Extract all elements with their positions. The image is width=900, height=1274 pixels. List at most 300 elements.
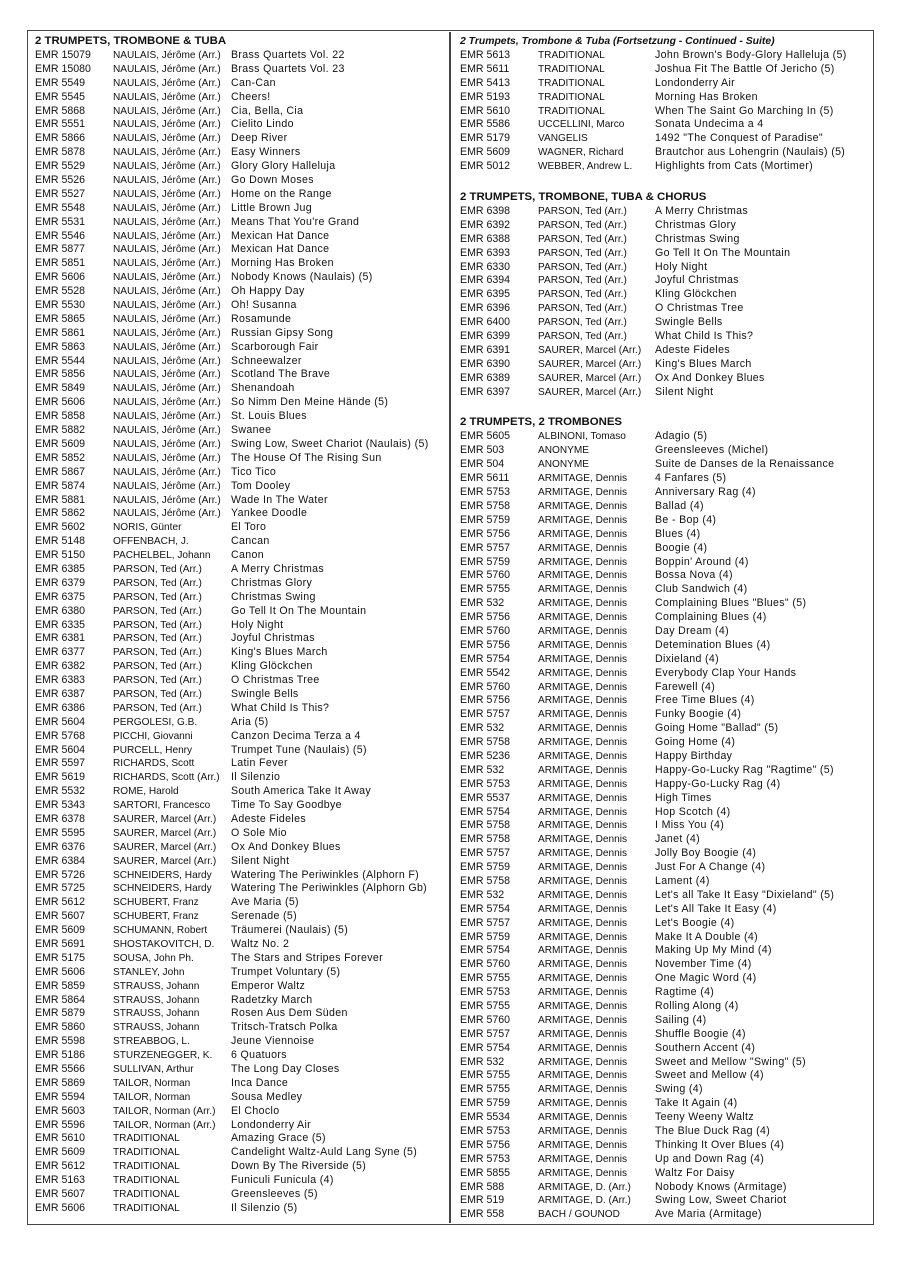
catalog-number: EMR 5532 <box>35 785 86 798</box>
catalog-entry-row <box>460 875 870 889</box>
catalog-entry-row <box>35 716 447 730</box>
catalog-number: EMR 5613 <box>460 49 511 61</box>
catalog-entry-row <box>35 424 447 438</box>
title: El Toro <box>231 521 267 534</box>
title: South America Take It Away <box>231 785 372 798</box>
catalog-entry-row <box>460 344 870 358</box>
composer-name: ARMITAGE, Dennis <box>538 889 627 901</box>
catalog-number: EMR 5755 <box>460 972 511 985</box>
title: Club Sandwich (4) <box>655 583 748 596</box>
composer-name: NAULAIS, Jérôme (Arr.) <box>113 494 221 506</box>
composer-name: STRAUSS, Johann <box>113 980 200 992</box>
catalog-number: EMR 5757 <box>460 1027 511 1040</box>
title: Means That You're Grand <box>231 215 360 228</box>
catalog-number: EMR 5754 <box>460 805 511 818</box>
catalog-number: EMR 5862 <box>35 507 86 520</box>
section-heading: 2 Trumpets, Trombone & Tuba (Fortsetzung - Continued - Suite) <box>460 36 775 47</box>
catalog-entry-row <box>460 556 870 570</box>
catalog-number: EMR 15079 <box>35 49 91 61</box>
title: Rosamunde <box>231 312 292 325</box>
title: Southern Accent (4) <box>655 1041 756 1054</box>
catalog-number: EMR 5849 <box>35 382 86 395</box>
title: Trumpet Tune (Naulais) (5) <box>231 743 367 756</box>
catalog-number: EMR 6390 <box>460 357 511 370</box>
catalog-number: EMR 5612 <box>35 1160 86 1173</box>
title: Cancan <box>231 535 270 548</box>
catalog-entry-row <box>460 542 870 556</box>
title: Wade In The Water <box>231 493 328 506</box>
title: Nobody Knows (Armitage) <box>655 1180 787 1193</box>
catalog-entry-row <box>460 1194 870 1208</box>
catalog-number: EMR 519 <box>460 1194 505 1207</box>
title: Shenandoah <box>231 382 295 395</box>
composer-name: ARMITAGE, Dennis <box>538 806 627 818</box>
title: Joyful Christmas <box>655 274 739 287</box>
catalog-number: EMR 5726 <box>35 868 86 881</box>
catalog-number: EMR 5606 <box>35 965 86 978</box>
catalog-number: EMR 532 <box>460 722 505 735</box>
catalog-entry-row <box>35 591 447 605</box>
title: Ave Maria (Armitage) <box>655 1208 762 1221</box>
catalog-number: EMR 5757 <box>460 847 511 860</box>
catalog-number: EMR 5754 <box>460 944 511 957</box>
title: A Merry Christmas <box>231 562 325 575</box>
composer-name: PARSON, Ted (Arr.) <box>538 261 627 273</box>
catalog-number: EMR 5236 <box>460 749 511 762</box>
title: Holy Night <box>231 618 284 631</box>
composer-name: SCHNEIDERS, Hardy <box>113 883 212 895</box>
catalog-number: EMR 6386 <box>35 701 86 714</box>
catalog-entry-row <box>460 1014 870 1028</box>
catalog-entry-row <box>35 341 447 355</box>
title: Ox And Donkey Blues <box>655 371 765 384</box>
catalog-entry-row <box>460 847 870 861</box>
title: Scotland The Brave <box>231 368 331 381</box>
catalog-entry-row <box>460 386 870 400</box>
composer-name: NAULAIS, Jérôme (Arr.) <box>113 272 221 284</box>
catalog-number: EMR 5861 <box>35 326 86 339</box>
title: Aria (5) <box>231 715 269 728</box>
catalog-entry-row <box>460 722 870 736</box>
composer-name: ARMITAGE, Dennis <box>538 750 627 762</box>
title: Farewell (4) <box>655 680 716 693</box>
catalog-entry-row <box>35 118 447 132</box>
catalog-entry-row <box>35 410 447 424</box>
catalog-number: EMR 5864 <box>35 993 86 1006</box>
composer-name: ARMITAGE, Dennis <box>538 1042 627 1054</box>
composer-name: RICHARDS, Scott <box>113 758 195 770</box>
composer-name: TAILOR, Norman <box>113 1091 191 1103</box>
composer-name: ARMITAGE, Dennis <box>538 473 627 485</box>
catalog-entry-row <box>35 882 447 896</box>
title: Teeny Weeny Waltz <box>655 1111 754 1124</box>
catalog-number: EMR 5760 <box>460 624 511 637</box>
title: Day Dream (4) <box>655 624 730 637</box>
catalog-entry-row <box>35 396 447 410</box>
composer-name: NAULAIS, Jérôme (Arr.) <box>113 397 221 409</box>
catalog-number: EMR 6382 <box>35 660 86 673</box>
composer-name: SULLIVAN, Arthur <box>113 1064 194 1076</box>
catalog-entry-row <box>460 1097 870 1111</box>
composer-name: TRADITIONAL <box>113 1133 180 1145</box>
catalog-number: EMR 5566 <box>35 1063 86 1076</box>
catalog-number: EMR 5604 <box>35 715 86 728</box>
composer-name: ARMITAGE, Dennis <box>538 709 627 721</box>
title: Going Home "Ballad" (5) <box>655 722 779 735</box>
composer-name: NAULAIS, Jérôme (Arr.) <box>113 216 221 228</box>
title: Holy Night <box>655 260 708 273</box>
catalog-entry-row <box>460 63 870 77</box>
title: A Merry Christmas <box>655 205 749 218</box>
title: What Child Is This? <box>231 701 330 714</box>
catalog-number: EMR 5754 <box>460 1041 511 1054</box>
catalog-number: EMR 6396 <box>460 302 511 315</box>
catalog-number: EMR 5858 <box>35 410 86 423</box>
catalog-entry-row <box>460 1028 870 1042</box>
catalog-number: EMR 6383 <box>35 674 86 687</box>
composer-name: NAULAIS, Jérôme (Arr.) <box>113 411 221 423</box>
composer-name: NAULAIS, Jérôme (Arr.) <box>113 508 221 520</box>
title: Swing Low, Sweet Chariot <box>655 1194 787 1207</box>
catalog-number: EMR 6380 <box>35 604 86 617</box>
catalog-entry-row <box>460 219 870 233</box>
composer-name: ARMITAGE, D. (Arr.) <box>538 1195 631 1207</box>
title: Kling Glöckchen <box>655 288 737 301</box>
composer-name: PACHELBEL, Johann <box>113 550 211 562</box>
title: O Christmas Tree <box>655 302 744 315</box>
catalog-number: EMR 504 <box>460 458 505 471</box>
section-heading: 2 TRUMPETS, TROMBONE & TUBA <box>35 35 227 47</box>
title: Watering The Periwinkles (Alphorn F) <box>231 868 420 881</box>
title: Funiculi Funicula (4) <box>231 1174 334 1187</box>
title: Il Silenzio (5) <box>231 1201 298 1214</box>
title: Brautchor aus Lohengrin (Naulais) (5) <box>655 146 846 159</box>
composer-name: TRADITIONAL <box>113 1202 180 1214</box>
composer-name: ARMITAGE, Dennis <box>538 514 627 526</box>
composer-name: ARMITAGE, Dennis <box>538 875 627 887</box>
title: Time To Say Goodbye <box>231 799 342 812</box>
title: One Magic Word (4) <box>655 972 757 985</box>
catalog-number: EMR 5186 <box>35 1049 86 1062</box>
catalog-number: EMR 5754 <box>460 652 511 665</box>
composer-name: NAULAIS, Jérôme (Arr.) <box>113 355 221 367</box>
composer-name: PERGOLESI, G.B. <box>113 716 198 728</box>
catalog-number: EMR 5603 <box>35 1104 86 1117</box>
composer-name: NAULAIS, Jérôme (Arr.) <box>113 175 221 187</box>
right-column <box>460 34 870 1222</box>
title: Swing (4) <box>655 1083 703 1096</box>
title: Träumerei (Naulais) (5) <box>231 924 349 937</box>
title: Rolling Along (4) <box>655 1000 739 1012</box>
catalog-entry-row <box>460 931 870 945</box>
title: O Christmas Tree <box>231 674 320 687</box>
catalog-number: EMR 532 <box>460 763 505 776</box>
composer-name: UCCELLINI, Marco <box>538 119 625 131</box>
catalog-number: EMR 5756 <box>460 694 511 707</box>
title: Little Brown Jug <box>231 201 312 214</box>
composer-name: ARMITAGE, Dennis <box>538 653 627 665</box>
title: Lament (4) <box>655 874 710 887</box>
title: Emperor Waltz <box>231 979 306 992</box>
catalog-entry-row <box>35 146 447 160</box>
title: Sweet and Mellow (4) <box>655 1069 764 1082</box>
composer-name: TRADITIONAL <box>538 91 605 103</box>
composer-name: ARMITAGE, Dennis <box>538 931 627 943</box>
catalog-number: EMR 5542 <box>460 666 511 679</box>
catalog-number: EMR 5874 <box>35 479 86 492</box>
title: Rosen Aus Dem Süden <box>231 1007 348 1020</box>
composer-name: PARSON, Ted (Arr.) <box>538 275 627 287</box>
catalog-number: EMR 5754 <box>460 902 511 915</box>
catalog-number: EMR 5856 <box>35 368 86 381</box>
catalog-entry-row <box>35 952 447 966</box>
composer-name: ARMITAGE, Dennis <box>538 834 627 846</box>
catalog-entry-row <box>35 563 447 577</box>
catalog-number: EMR 5602 <box>35 521 86 534</box>
composer-name: PARSON, Ted (Arr.) <box>113 563 202 575</box>
title: Brass Quartets Vol. 23 <box>231 62 345 75</box>
catalog-entry-row <box>460 205 870 219</box>
title: The Long Day Closes <box>231 1063 340 1076</box>
title: Silent Night <box>231 854 290 867</box>
title: The House Of The Rising Sun <box>231 451 382 464</box>
title: Trumpet Voluntary (5) <box>231 965 341 978</box>
catalog-number: EMR 6397 <box>460 385 511 398</box>
catalog-number: EMR 5528 <box>35 285 86 298</box>
composer-name: STREABBOG, L. <box>113 1036 190 1048</box>
catalog-entry-row <box>460 1000 870 1014</box>
composer-name: ARMITAGE, Dennis <box>538 848 627 860</box>
composer-name: NAULAIS, Jérôme (Arr.) <box>113 369 221 381</box>
composer-name: ARMITAGE, Dennis <box>538 1153 627 1165</box>
catalog-entry-row <box>35 827 447 841</box>
catalog-number: EMR 5527 <box>35 187 86 200</box>
catalog-number: EMR 15080 <box>35 62 91 75</box>
title: El Choclo <box>231 1104 280 1117</box>
composer-name: STRAUSS, Johann <box>113 1022 200 1034</box>
catalog-number: EMR 5150 <box>35 549 86 562</box>
catalog-entry-row <box>460 514 870 528</box>
title: Adeste Fideles <box>231 812 306 825</box>
title: Funky Boogie (4) <box>655 708 742 721</box>
catalog-number: EMR 5759 <box>460 1097 511 1110</box>
catalog-entry-row <box>35 674 447 688</box>
catalog-number: EMR 5606 <box>35 271 86 284</box>
composer-name: NAULAIS, Jérôme (Arr.) <box>113 286 221 298</box>
catalog-number: EMR 5755 <box>460 583 511 596</box>
composer-name: ANONYME <box>538 459 590 471</box>
catalog-number: EMR 5867 <box>35 465 86 478</box>
catalog-entry-row <box>35 257 447 271</box>
catalog-entry-row <box>35 452 447 466</box>
title: Free Time Blues (4) <box>655 694 755 707</box>
composer-name: TAILOR, Norman <box>113 1077 191 1089</box>
catalog-entry-row <box>460 819 870 833</box>
catalog-number: EMR 5759 <box>460 555 511 568</box>
composer-name: PARSON, Ted (Arr.) <box>538 289 627 301</box>
title: Thinking It Over Blues (4) <box>655 1138 785 1151</box>
catalog-entry-row <box>35 49 447 63</box>
catalog-entry-row <box>35 216 447 230</box>
catalog-entry-row <box>460 597 870 611</box>
catalog-entry-row <box>460 1208 870 1222</box>
catalog-number: EMR 5598 <box>35 1035 86 1048</box>
catalog-entry-row <box>460 750 870 764</box>
catalog-number: EMR 5851 <box>35 257 86 270</box>
title: Joyful Christmas <box>231 632 315 645</box>
composer-name: NAULAIS, Jérôme (Arr.) <box>113 91 221 103</box>
title: Be - Bop (4) <box>655 513 717 526</box>
title: Going Home (4) <box>655 736 736 749</box>
title: 6 Quatuors <box>231 1049 287 1062</box>
catalog-number: EMR 5866 <box>35 132 86 145</box>
title: Tico Tico <box>231 465 277 478</box>
section-heading: 2 TRUMPETS, TROMBONE, TUBA & CHORUS <box>460 191 707 204</box>
catalog-number: EMR 5756 <box>460 638 511 651</box>
catalog-number: EMR 5879 <box>35 1007 86 1020</box>
title: Amazing Grace (5) <box>231 1132 326 1145</box>
catalog-entry-row <box>460 833 870 847</box>
composer-name: ARMITAGE, Dennis <box>538 612 627 624</box>
catalog-entry-row <box>460 1056 870 1070</box>
catalog-number: EMR 6377 <box>35 646 86 659</box>
composer-name: NORIS, Günter <box>113 522 182 534</box>
title: Morning Has Broken <box>655 90 758 103</box>
catalog-number: EMR 5586 <box>460 118 511 131</box>
catalog-entry-row <box>460 472 870 486</box>
title: Mexican Hat Dance <box>231 243 330 256</box>
catalog-number: EMR 5175 <box>35 951 86 964</box>
title: Let's All Take It Easy (4) <box>655 902 777 915</box>
section-spacer <box>460 399 870 415</box>
composer-name: NAULAIS, Jérôme (Arr.) <box>113 133 221 145</box>
composer-name: WEBBER, Andrew L. <box>538 161 633 173</box>
title: Easy Winners <box>231 146 301 159</box>
catalog-number: EMR 503 <box>460 444 505 457</box>
title: So Nimm Den Meine Hände (5) <box>231 396 389 409</box>
title: Just For A Change (4) <box>655 861 766 874</box>
title: Canzon Decima Terza a 4 <box>231 729 361 742</box>
title: Oh Happy Day <box>231 285 305 298</box>
catalog-entry-row <box>460 806 870 820</box>
composer-name: ARMITAGE, Dennis <box>538 556 627 568</box>
catalog-entry-row <box>460 1042 870 1056</box>
composer-name: ARMITAGE, Dennis <box>538 862 627 874</box>
catalog-number: EMR 5869 <box>35 1076 86 1089</box>
composer-name: ARMITAGE, Dennis <box>538 778 627 790</box>
catalog-number: EMR 5530 <box>35 299 86 312</box>
catalog-entry-row <box>35 855 447 869</box>
catalog-number: EMR 5753 <box>460 1152 511 1165</box>
catalog-entry-row <box>35 160 447 174</box>
catalog-entry-row <box>35 549 447 563</box>
catalog-number: EMR 5865 <box>35 312 86 325</box>
catalog-entry-row <box>460 569 870 583</box>
catalog-entry-row <box>35 938 447 952</box>
catalog-entry-row <box>35 63 447 77</box>
title: Cheers! <box>231 90 271 103</box>
composer-name: ARMITAGE, Dennis <box>538 1070 627 1082</box>
catalog-entry-row <box>460 625 870 639</box>
catalog-entry-row <box>35 799 447 813</box>
catalog-number: EMR 5868 <box>35 104 86 117</box>
composer-name: ARMITAGE, Dennis <box>538 584 627 596</box>
title: November Time (4) <box>655 958 752 971</box>
title: Can-Can <box>231 76 276 89</box>
catalog-number: EMR 5877 <box>35 243 86 256</box>
title: King's Blues March <box>231 646 328 659</box>
catalog-entry-row <box>35 1146 447 1160</box>
catalog-number: EMR 5609 <box>35 924 86 937</box>
catalog-entry-row <box>460 681 870 695</box>
composer-name: ARMITAGE, Dennis <box>538 639 627 651</box>
composer-name: ARMITAGE, Dennis <box>538 1112 627 1124</box>
title: Swing Low, Sweet Chariot (Naulais) (5) <box>231 437 429 450</box>
catalog-entry-row <box>35 299 447 313</box>
catalog-number: EMR 5760 <box>460 569 511 582</box>
catalog-entry-row <box>460 528 870 542</box>
title: Inca Dance <box>231 1076 289 1089</box>
title: Christmas Swing <box>655 232 740 245</box>
composer-name: PARSON, Ted (Arr.) <box>113 675 202 687</box>
catalog-number: EMR 6384 <box>35 854 86 867</box>
title: Swingle Bells <box>655 316 723 329</box>
composer-name: ARMITAGE, Dennis <box>538 723 627 735</box>
catalog-entry-row <box>460 708 870 722</box>
composer-name: ARMITAGE, Dennis <box>538 695 627 707</box>
catalog-number: EMR 5759 <box>460 513 511 526</box>
catalog-number: EMR 5755 <box>460 1069 511 1082</box>
catalog-entry-row <box>35 174 447 188</box>
composer-name: ARMITAGE, Dennis <box>538 945 627 957</box>
title: Nobody Knows (Naulais) (5) <box>231 271 373 284</box>
catalog-entry-row <box>35 771 447 785</box>
title: Happy-Go-Lucky Rag "Ragtime" (5) <box>655 763 834 776</box>
catalog-number: EMR 5852 <box>35 451 86 464</box>
composer-name: TRADITIONAL <box>538 77 605 89</box>
title: Bossa Nova (4) <box>655 569 733 582</box>
title: Kling Glöckchen <box>231 660 313 673</box>
composer-name: ARMITAGE, Dennis <box>538 500 627 512</box>
composer-name: TRADITIONAL <box>113 1147 180 1159</box>
catalog-number: EMR 5544 <box>35 354 86 367</box>
composer-name: ARMITAGE, Dennis <box>538 625 627 637</box>
catalog-number: EMR 5611 <box>460 62 510 75</box>
composer-name: TRADITIONAL <box>113 1161 180 1173</box>
composer-name: ARMITAGE, Dennis <box>538 1126 627 1138</box>
catalog-entry-row <box>35 1035 447 1049</box>
catalog-entry-row <box>460 1083 870 1097</box>
catalog-number: EMR 5760 <box>460 1013 511 1026</box>
composer-name: RICHARDS, Scott (Arr.) <box>113 772 220 784</box>
composer-name: TRADITIONAL <box>538 63 605 75</box>
title: Ave Maria (5) <box>231 896 299 909</box>
composer-name: ALBINONI, Tomaso <box>538 431 626 443</box>
composer-name: ARMITAGE, Dennis <box>538 1139 627 1151</box>
catalog-number: EMR 5163 <box>35 1174 86 1187</box>
catalog-entry-row <box>460 986 870 1000</box>
catalog-entry-row <box>460 1069 870 1083</box>
composer-name: NAULAIS, Jérôme (Arr.) <box>113 119 221 131</box>
catalog-number: EMR 5179 <box>460 132 511 145</box>
catalog-entry-row <box>460 160 870 174</box>
left-column <box>35 34 447 1216</box>
composer-name: STURZENEGGER, K. <box>113 1050 213 1062</box>
title: Radetzky March <box>231 993 313 1006</box>
catalog-entry-row <box>35 785 447 799</box>
catalog-number: EMR 5606 <box>35 1201 86 1214</box>
title: Home on the Range <box>231 187 332 200</box>
